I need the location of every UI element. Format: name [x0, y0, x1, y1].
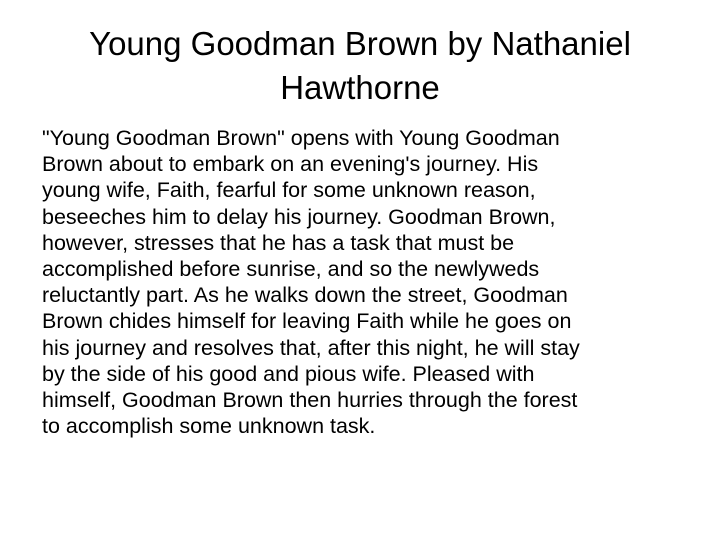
slide-body-text: "Young Goodman Brown" opens with Young Goodman Brown about to embark on an evening's journey. His young wife, Faith, fearful for some unknown reason, beseeches him to delay his journey. Goodman Brown, however, stresses that he has a task that must be accomplished before sunrise, and so the newlyweds reluctantly part. As he walks down the street, Goodman Brown chides himself for leaving Faith while he goes on his journey and resolves that, after this night, he will stay by the side of his good and pious wife. Pleased with himself, Goodman Brown then hurries through the forest to accomplish some unknown task. [42, 126, 580, 439]
slide-title: Young Goodman Brown by Nathaniel Hawthorne [89, 25, 631, 106]
